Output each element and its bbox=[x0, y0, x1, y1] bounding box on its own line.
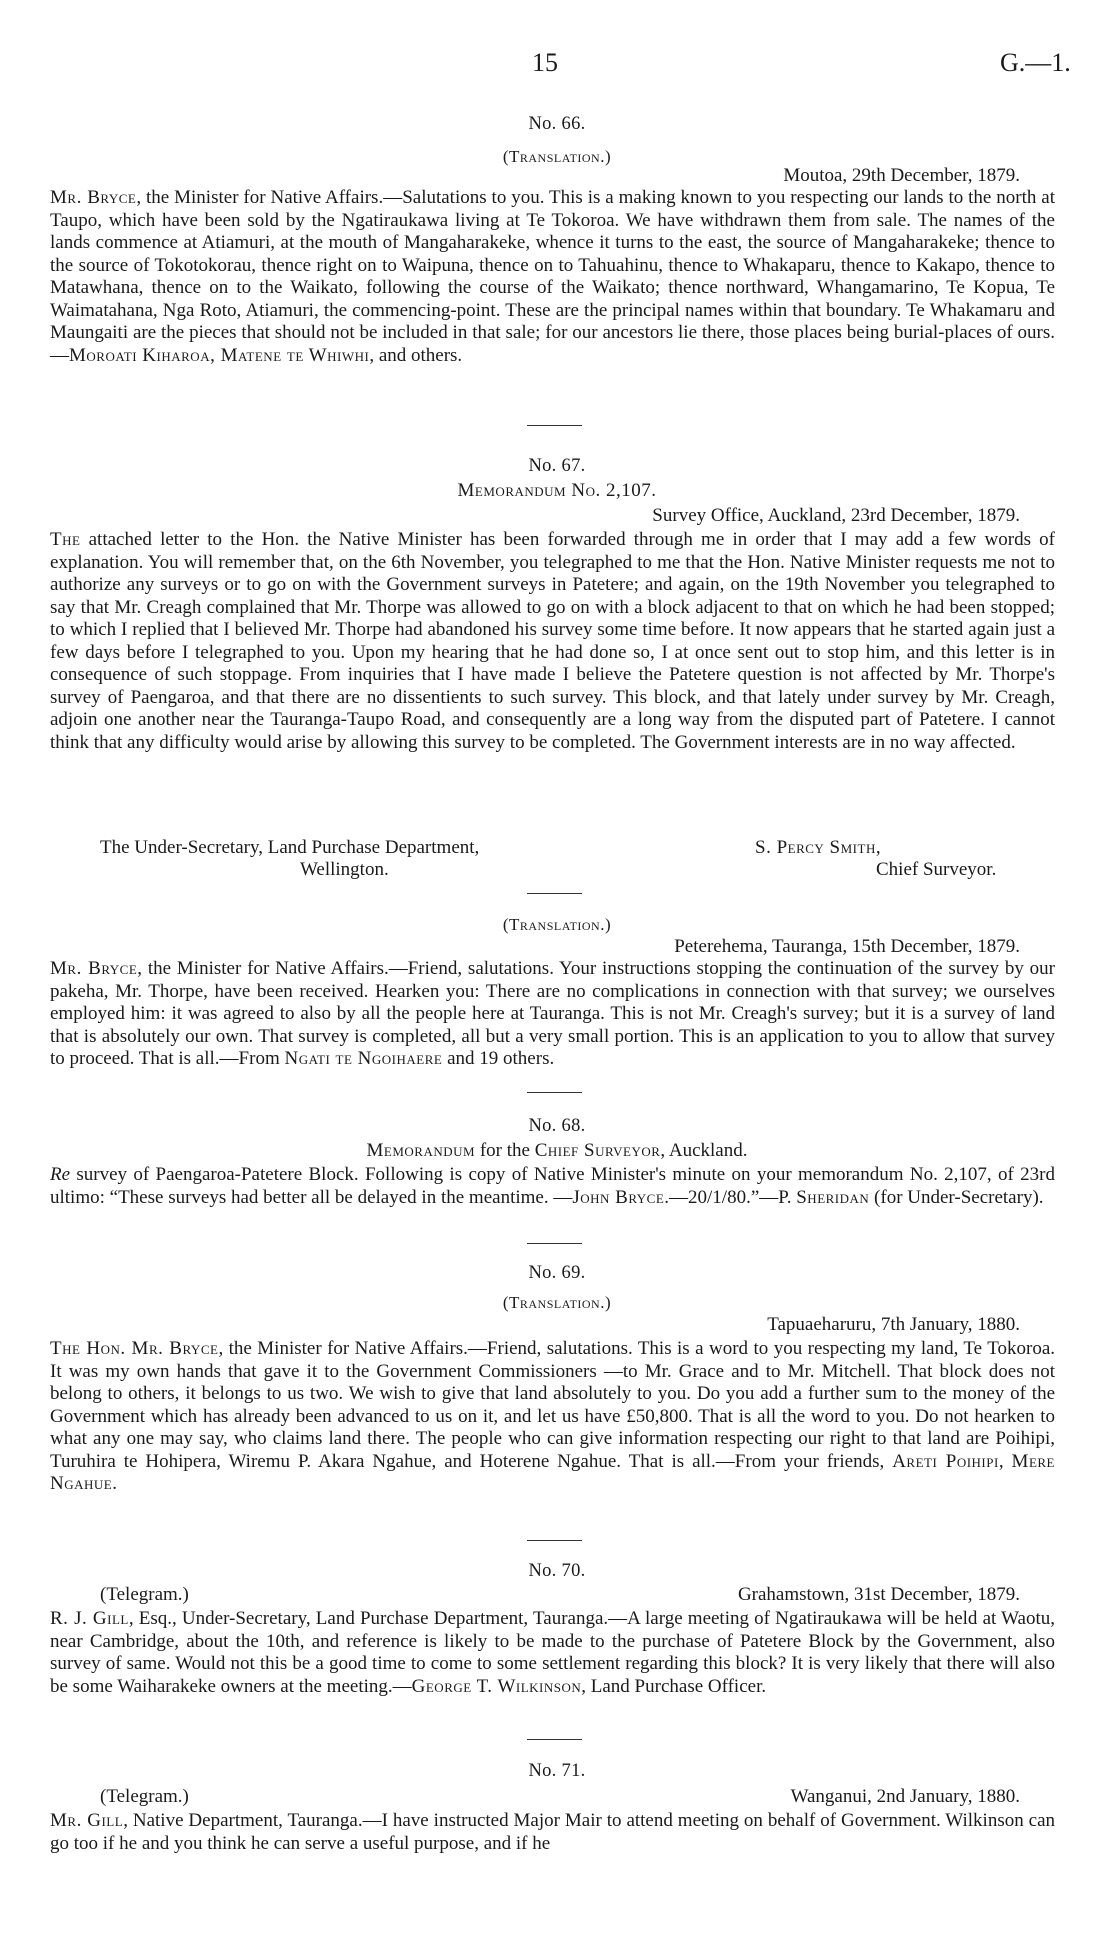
section-70-number: No. 70. bbox=[528, 1561, 586, 1581]
section-68-minute-signature: John Bryce bbox=[572, 1186, 665, 1208]
section-66-addressee: Mr. Bryce bbox=[50, 187, 137, 208]
section-69-addressee: The Hon. Mr. Bryce bbox=[50, 1338, 219, 1359]
section-67-memo-title: Memorandum No. 2,107. bbox=[457, 480, 657, 501]
section-69-letter bbox=[50, 1338, 1055, 1496]
section-71-addressee: Mr. Gill bbox=[50, 1810, 124, 1831]
section-68-re: Re bbox=[50, 1164, 71, 1185]
section-70-addressee: R. J. Gill bbox=[50, 1608, 129, 1629]
document-code: G.—1. bbox=[1000, 48, 1071, 77]
section-68-memo-recipient: Chief Surveyor bbox=[534, 1140, 661, 1161]
section-67b-addressee: Mr. Bryce bbox=[50, 958, 138, 979]
section-67-signer-name: S. Percy Smith, bbox=[755, 837, 882, 858]
section-68-memo-prefix: Memorandum bbox=[366, 1140, 476, 1161]
section-66-body: , the Minister for Native Affairs.—Salutations to you. This is a making known to you respecting our lands to the north at Taupo, which have been sold by the Ngatiraukawa living at Te Tokoroa. We have withdrawn them from sale. The names of the lands commence at Atiamuri, at the mouth of Mangaharakeke, whence it turns to the east, the source of Mangaharakeke; thence to the source of Tokotokorau, thence right on to Waipuna, thence on to Tahuahinu, thence to Whakaparu, thence to Kakapo, thence to Matawhana, thence on to the Waikato, following the course of the Waikato; thence northward, Whangamarino, Te Kopua, Te Waimatahana, Nga Roto, Atiamuri, the commencing-point. These are the principal names within that boundary. Te Whakamaru and Maungaiti are the pieces that should not be included in that sale; for our ancestors lie there, those places being burial-places of ours.— bbox=[50, 187, 1055, 366]
section-69-place-date: Tapuaeharuru, 7th January, 1880. bbox=[767, 1314, 1020, 1335]
section-71-telegram-label: (Telegram.) bbox=[100, 1786, 189, 1807]
section-67b-translation-label: (Translation.) bbox=[502, 915, 612, 934]
section-divider bbox=[527, 1739, 582, 1740]
section-70-closing: , Land Purchase Officer. bbox=[581, 1675, 767, 1697]
section-67b-place-date: Peterehema, Tauranga, 15th December, 1879. bbox=[674, 936, 1020, 957]
section-69-closing: . bbox=[112, 1473, 117, 1494]
section-68-memo-middle: for the bbox=[475, 1140, 535, 1161]
section-68-minute-date: .—20/1/80.”—P. bbox=[664, 1186, 797, 1208]
section-68-memo-suffix: , Auckland. bbox=[660, 1140, 748, 1161]
section-divider bbox=[527, 893, 582, 894]
section-67b-closing: and 19 others. bbox=[442, 1048, 555, 1069]
section-71-number: No. 71. bbox=[528, 1761, 586, 1781]
section-67b-letter bbox=[50, 958, 1055, 1071]
section-68-number: No. 68. bbox=[528, 1116, 586, 1136]
section-66-translation-label: (Translation.) bbox=[502, 147, 612, 166]
section-71-place-date: Wanganui, 2nd January, 1880. bbox=[790, 1786, 1020, 1807]
section-70-body: , Esq., Under-Secretary, Land Purchase Department, Tauranga.—A large meeting of Ngatiraukawa will be held at Waotu, near Cambridge, about the 10th, and reference is likely to be made to the purchase of Patetere Block by the Government, also survey of same. Would not this be a good time to come to some settlement regarding this block? It is very likely that there will also be some Waiharakeke owners at the meeting.— bbox=[50, 1608, 1056, 1697]
section-67-lead: The bbox=[50, 529, 81, 550]
section-69-signature-2: Mere Ngahue bbox=[50, 1450, 1055, 1494]
section-69-body: , the Minister for Native Affairs.—Friend, salutations. This is a word to you respecting my land, Te Tokoroa. It was my own hands that gave it to the Government Commissioners —to Mr. Grace and to Mr. Mitchell. That block does not belong to others, it belongs to us two. We wish to give that land absolutely to you. Do you add a further sum to the money of the Government which has already been advanced to us on it, and let us have £50,800. That is all the word to you. Do not hearken to what any one may say, who claims land there. The people who can give information respecting our right to that land are Poihipi, Turuhira te Hohipera, Wiremu P. Akara Ngahue, and Hoterene Ngahue. That is all.—From your friends, bbox=[50, 1338, 1055, 1472]
section-71-body: , Native Department, Tauranga.—I have instructed Major Mair to attend meeting on behalf of Government. Wilkinson can go too if he and you think he can serve a useful purpose, and if he bbox=[50, 1810, 1056, 1854]
section-68-body: survey of Paengaroa-Patetere Block. Following is copy of Native Minister's minute on your memorandum No. 2,107, of 23rd ultimo: “These surveys had better all be delayed in the meantime. — bbox=[50, 1164, 1055, 1208]
section-66-letter bbox=[50, 187, 1055, 367]
section-67-place-date: Survey Office, Auckland, 23rd December, 1879. bbox=[652, 505, 1020, 526]
section-68-memo bbox=[50, 1164, 1055, 1209]
section-67-memo bbox=[50, 529, 1055, 754]
section-67-number: No. 67. bbox=[528, 456, 586, 476]
section-70-telegram-label: (Telegram.) bbox=[100, 1584, 189, 1605]
section-divider bbox=[527, 1092, 582, 1093]
section-68-closing: (for Under-Secretary). bbox=[869, 1186, 1044, 1208]
section-divider bbox=[527, 1540, 582, 1541]
section-67b-body: , the Minister for Native Affairs.—Friend, salutations. Your instructions stopping the continuation of the survey by our pakeha, Mr. Thorpe, have been received. Hearken you: There are no complications in connection with that survey; we ourselves employed him: it was agreed to also by all the people here at Tauranga. This is not Mr. Creagh's survey; but it is a survey of land that is absolutely our own. That survey is completed, all but a very small portion. This is an application to you to allow that survey to proceed. That is all.—From bbox=[50, 958, 1055, 1069]
section-67-signer-title: Chief Surveyor. bbox=[876, 859, 997, 880]
section-68-signer: Sheridan bbox=[796, 1186, 870, 1208]
section-70-place-date: Grahamstown, 31st December, 1879. bbox=[737, 1584, 1020, 1605]
section-66-place-date: Moutoa, 29th December, 1879. bbox=[783, 165, 1020, 186]
section-66-closing: , and others. bbox=[369, 344, 463, 366]
section-67-body: attached letter to the Hon. the Native Minister has been forwarded through me in order that I may add a few words of explanation. You will remember that, on the 6th November, you telegraphed to me that the Hon. Native Minister requests me not to authorize any surveys or to go on with the Government surveys in Patetere; and again, on the 19th November you telegraphed to say that Mr. Creagh complained that Mr. Thorpe was allowed to go on with a block adjacent to that on which he had been stopped; to which I replied that I believed Mr. Thorpe had abandoned his survey some time before. It now appears that he started again just a few days before I telegraphed to you. Upon my hearing that he had done so, I at once sent out to stop him, and this letter is in consequence of such stoppage. From inquiries that I have made I believe the Patetere question is not affected by Mr. Thorpe's survey of Paengaroa, and that there are no dissentients to such survey. This block, and that lately under survey by Mr. Creagh, adjoin one another near the Tauranga-Taupo Road, and consequently are a long way from the disputed part of Patetere. I cannot think that any difficulty would arise by allowing this survey to be completed. The Government interests are in no way affected. bbox=[50, 529, 1055, 753]
section-67-recipient-line-1: The Under-Secretary, Land Purchase Department, bbox=[100, 837, 480, 858]
section-67b-signature: Ngati te Ngoihaere bbox=[284, 1048, 443, 1069]
section-68-memo-title bbox=[0, 1140, 1114, 1163]
section-71-telegram bbox=[50, 1810, 1055, 1855]
section-69-signature-1: Areti Poihipi bbox=[892, 1450, 999, 1472]
section-66-signature: Moroati Kiharoa, Matene te Whiwhi bbox=[69, 344, 370, 366]
section-69-signature-separator: , bbox=[998, 1450, 1012, 1472]
section-70-telegram bbox=[50, 1608, 1055, 1698]
section-66-number: No. 66. bbox=[528, 114, 586, 134]
section-70-signature: George T. Wilkinson bbox=[411, 1675, 582, 1697]
section-69-number: No. 69. bbox=[528, 1263, 586, 1283]
section-69-translation-label: (Translation.) bbox=[502, 1293, 612, 1312]
section-divider bbox=[527, 425, 582, 426]
page-number: 15 bbox=[532, 48, 558, 77]
section-67-recipient-line-2: Wellington. bbox=[300, 859, 389, 880]
section-divider bbox=[527, 1243, 582, 1244]
